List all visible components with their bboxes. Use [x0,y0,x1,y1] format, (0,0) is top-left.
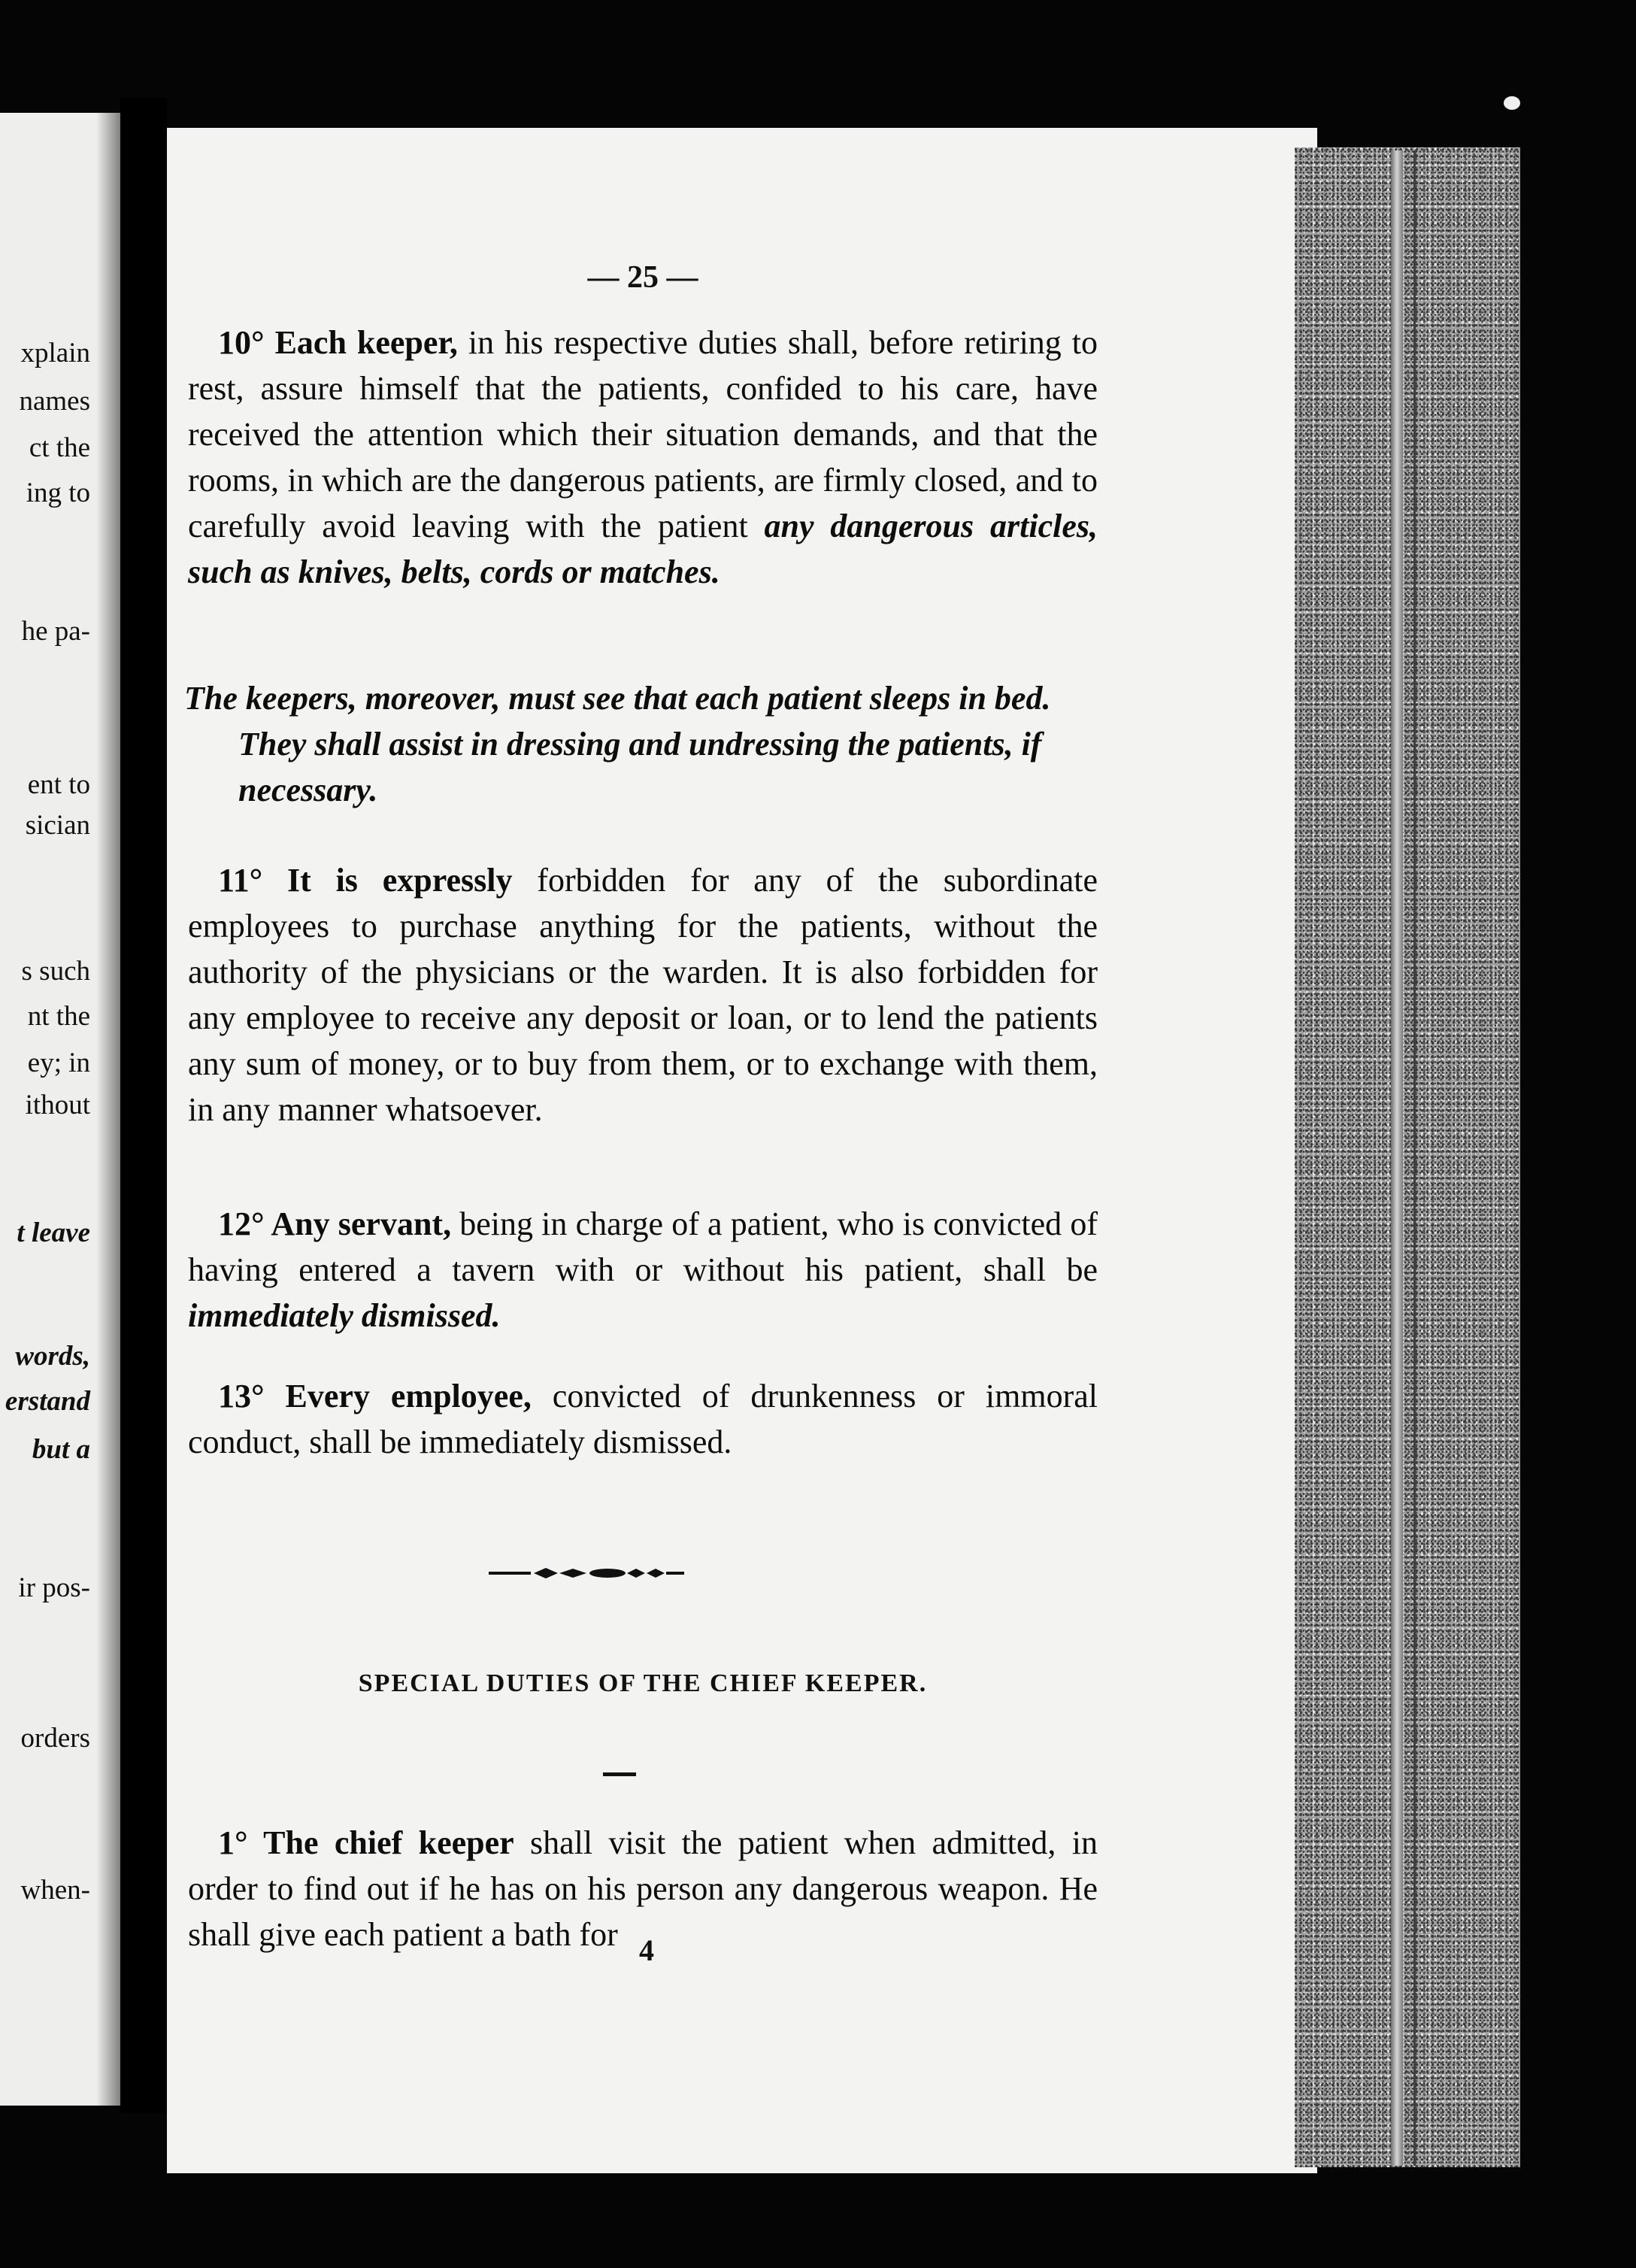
signature-mark: 4 [639,1933,654,1967]
paragraph-10-lead: 10° Each keeper, [218,324,458,361]
keepers-note [184,675,1094,813]
previous-page-fragment: words, [15,1341,90,1372]
paragraph-12-text [188,1201,1098,1339]
paragraph-10 [188,320,1098,595]
previous-page-fragment: when- [20,1875,90,1906]
section-heading: SPECIAL DUTIES OF THE CHIEF KEEPER. [358,1669,928,1697]
previous-page-fragment: ey; in [27,1048,90,1078]
heading-rule [603,1772,636,1776]
paragraph-12-italic: immediately dismissed. [188,1297,501,1334]
paragraph-11-text [188,857,1098,1132]
previous-page-fragment: nt the [27,1001,90,1032]
paragraph-1-lead: 1° The chief keeper [218,1824,514,1861]
paragraph-13-text [188,1373,1098,1465]
previous-page-fragment: but a [32,1434,90,1465]
previous-page-fragment: erstand [5,1386,90,1417]
paragraph-10-body: in his respective duties shall, before retiring to rest, assure himself that the patients, confided to his care, have received the attention which their situation demands, and that the rooms, in which are the dangerous patients, are firmly closed, and to carefully avoid leaving with the patient [188,324,1098,544]
keepers-note-first: The keepers, moreover, must see that each patient sleeps in bed. [184,680,1051,717]
previous-page-fragment: ct the [29,432,90,463]
keepers-note-rest: They shall assist in dressing and undressing the patients, if necessary. [238,726,1042,808]
fore-edge-line [1413,150,1416,2166]
paragraph-11 [188,857,1098,1132]
book-gutter [120,98,167,2113]
paragraph-12-body: being in charge of a patient, who is convicted of having entered a tavern with or without his patient, shall be [188,1205,1098,1288]
previous-page-fragment: xplain [20,338,90,368]
previous-page-fragment: sician [25,810,90,841]
paragraph-12-lead: 12° Any servant, [218,1205,452,1242]
previous-page-fragment: ithout [25,1090,90,1120]
corner-speck [1504,96,1520,110]
previous-page-fragment: ir pos- [18,1572,90,1603]
previous-page-fragment: orders [20,1723,90,1754]
paragraph-13-body: convicted of drunkenness or immoral conduct, shall be immediately dismissed. [188,1378,1098,1460]
paragraph-10-text [188,320,1098,595]
previous-page-fragment: s such [21,956,90,987]
paragraph-13-lead: 13° Every employee, [218,1378,532,1414]
paragraph-1-body: shall visit the patient when admitted, in order to find out if he has on his person any dangerous weapon. He shall give each patient a bath for [188,1824,1098,1953]
previous-page-fragment: ent to [27,769,90,800]
paragraph-10-italic: any dangerous articles, such as knives, belts, cords or matches. [188,508,1098,590]
paragraph-13 [188,1373,1098,1465]
paragraph-11-lead: 11° It is expressly [218,862,513,899]
page-number: — 25 — [587,260,698,295]
previous-page-fragment: t leave [17,1217,90,1248]
fore-edge-highlight [1391,150,1403,2166]
previous-page-fragment: ing to [26,478,90,508]
page-fore-edge [1295,147,1520,2167]
paragraph-11-body: forbidden for any of the subordinate employees to purchase anything for the patients, without the authority of the physicians or the warden. It is also forbidden for any employee to receive any deposit or loan, or to lend the patients any sum of money, or to buy from them, or to exchange with them, in any manner whatsoever. [188,862,1098,1128]
paragraph-12 [188,1201,1098,1339]
ornament-divider [489,1564,684,1582]
previous-page-fragment: names [19,386,90,417]
previous-page-fragment: he pa- [21,616,90,647]
